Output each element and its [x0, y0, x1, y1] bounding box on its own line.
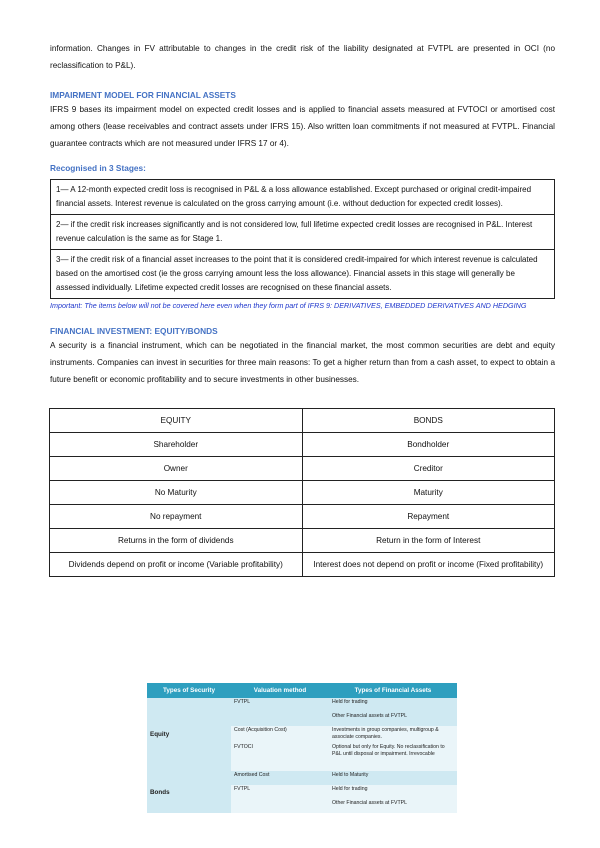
- table-cell: EQUITY: [50, 409, 303, 433]
- stage-3: 3— if the credit risk of a financial asset increases to the point that it is considered credit-impaired for which interest revenue is calculated based on the amortised cost (ie the gross carrying amount less the loss allowance). Financial assets in this stage will generally be assessed individually. Lifetime expected credit losses are recognised on these financial assets.: [56, 255, 538, 292]
- table-cell: Creditor: [302, 457, 555, 481]
- asset-cell: Held for trading: [329, 785, 457, 799]
- impairment-paragraph: IFRS 9 bases its impairment model on expected credit losses and is applied to financial assets measured at FVTOCI or amortised cost among others (lease receivables and contract assets under IFRS 15). Also written loan commitments if not measured at FVTPL. Financial guarantee contracts which are not measured under IFRS 17 or 4).: [50, 105, 555, 148]
- table-row: [50, 505, 555, 529]
- table-row: [147, 698, 457, 712]
- table-row: [50, 481, 555, 505]
- investment-paragraph: A security is a financial instrument, which can be negotiated in the financial market, the most common securities are debt and equity instruments. Companies can invest in securities for three main reasons: To get a higher return than from a cash asset, to expect to obtain a future benefit or economic profitability and to secure investments in other businesses.: [50, 341, 555, 384]
- stage-2: 2— if the credit risk increases significantly and is not considered low, full lifetime expected credit losses are recognised in P&L. Interest revenue calculation is the same as for Stage 1.: [51, 215, 554, 250]
- document-page: [50, 40, 555, 577]
- asset-cell: Optional but only for Equity. No reclassification to P&L until disposal or impairment. Irrevocable: [329, 743, 457, 771]
- stage-1: 1— A 12-month expected credit loss is recognised in P&L & a loss allowance established. Except purchased or original credit-impaired financial assets. Interest revenue is calculated on the gross carrying amount (i.e. without deduction for expected credit losses).: [51, 180, 554, 215]
- equity-bonds-table: [49, 408, 555, 577]
- valuation-header-row: [147, 683, 457, 698]
- table-cell: Dividends depend on profit or income (Variable profitability): [50, 553, 303, 577]
- table-cell: Maturity: [302, 481, 555, 505]
- asset-cell: Held to Maturity: [329, 771, 457, 785]
- table-cell: No Maturity: [50, 481, 303, 505]
- method-cell: [231, 712, 329, 726]
- header-valuation-method: Valuation method: [231, 683, 329, 698]
- table-cell: Returns in the form of dividends: [50, 529, 303, 553]
- intro-paragraph: information. Changes in FV attributable to changes in the credit risk of the liability designated at FVTPL are presented in OCI (no reclassification to P&L).: [50, 44, 555, 70]
- important-note: Important: The items below will not be covered here even when they form part of IFRS 9: DERIVATIVES, EMBEDDED DERIVATIVES AND HEDGING: [50, 301, 527, 310]
- table-cell: BONDS: [302, 409, 555, 433]
- method-cell: FVTOCI: [231, 743, 329, 771]
- header-types-of-security: Types of Security: [147, 683, 231, 698]
- method-cell: Cost (Acquisition Cost): [231, 726, 329, 743]
- table-row: [50, 457, 555, 481]
- impairment-heading: IMPAIRMENT MODEL FOR FINANCIAL ASSETS: [50, 90, 236, 100]
- table-cell: Repayment: [302, 505, 555, 529]
- table-row: [50, 529, 555, 553]
- table-cell: Interest does not depend on profit or income (Fixed profitability): [302, 553, 555, 577]
- method-cell: Amortised Cost: [231, 771, 329, 785]
- stages-heading: Recognised in 3 Stages:: [50, 163, 146, 173]
- table-row: [50, 409, 555, 433]
- table-cell: Shareholder: [50, 433, 303, 457]
- table-cell: Bondholder: [302, 433, 555, 457]
- table-cell: Return in the form of Interest: [302, 529, 555, 553]
- asset-cell: Held for trading: [329, 698, 457, 712]
- equity-label: Equity: [147, 698, 231, 771]
- method-cell: FVTPL: [231, 698, 329, 712]
- asset-cell: Other Financial assets at FVTPL: [329, 712, 457, 726]
- method-cell: FVTPL: [231, 785, 329, 799]
- table-row: [50, 433, 555, 457]
- asset-cell: Investments in group companies, multigroup & associate companies.: [329, 726, 457, 743]
- investment-heading: FINANCIAL INVESTMENT: EQUITY/BONDS: [50, 326, 218, 336]
- asset-cell: Other Financial assets at FVTPL: [329, 799, 457, 813]
- method-cell: [231, 799, 329, 813]
- valuation-methods-table: [147, 683, 457, 813]
- table-cell: No repayment: [50, 505, 303, 529]
- header-types-of-financial-assets: Types of Financial Assets: [329, 683, 457, 698]
- table-cell: Owner: [50, 457, 303, 481]
- table-row: [50, 553, 555, 577]
- bonds-label: Bonds: [147, 771, 231, 813]
- stages-box: [50, 179, 555, 299]
- table-row: [147, 771, 457, 785]
